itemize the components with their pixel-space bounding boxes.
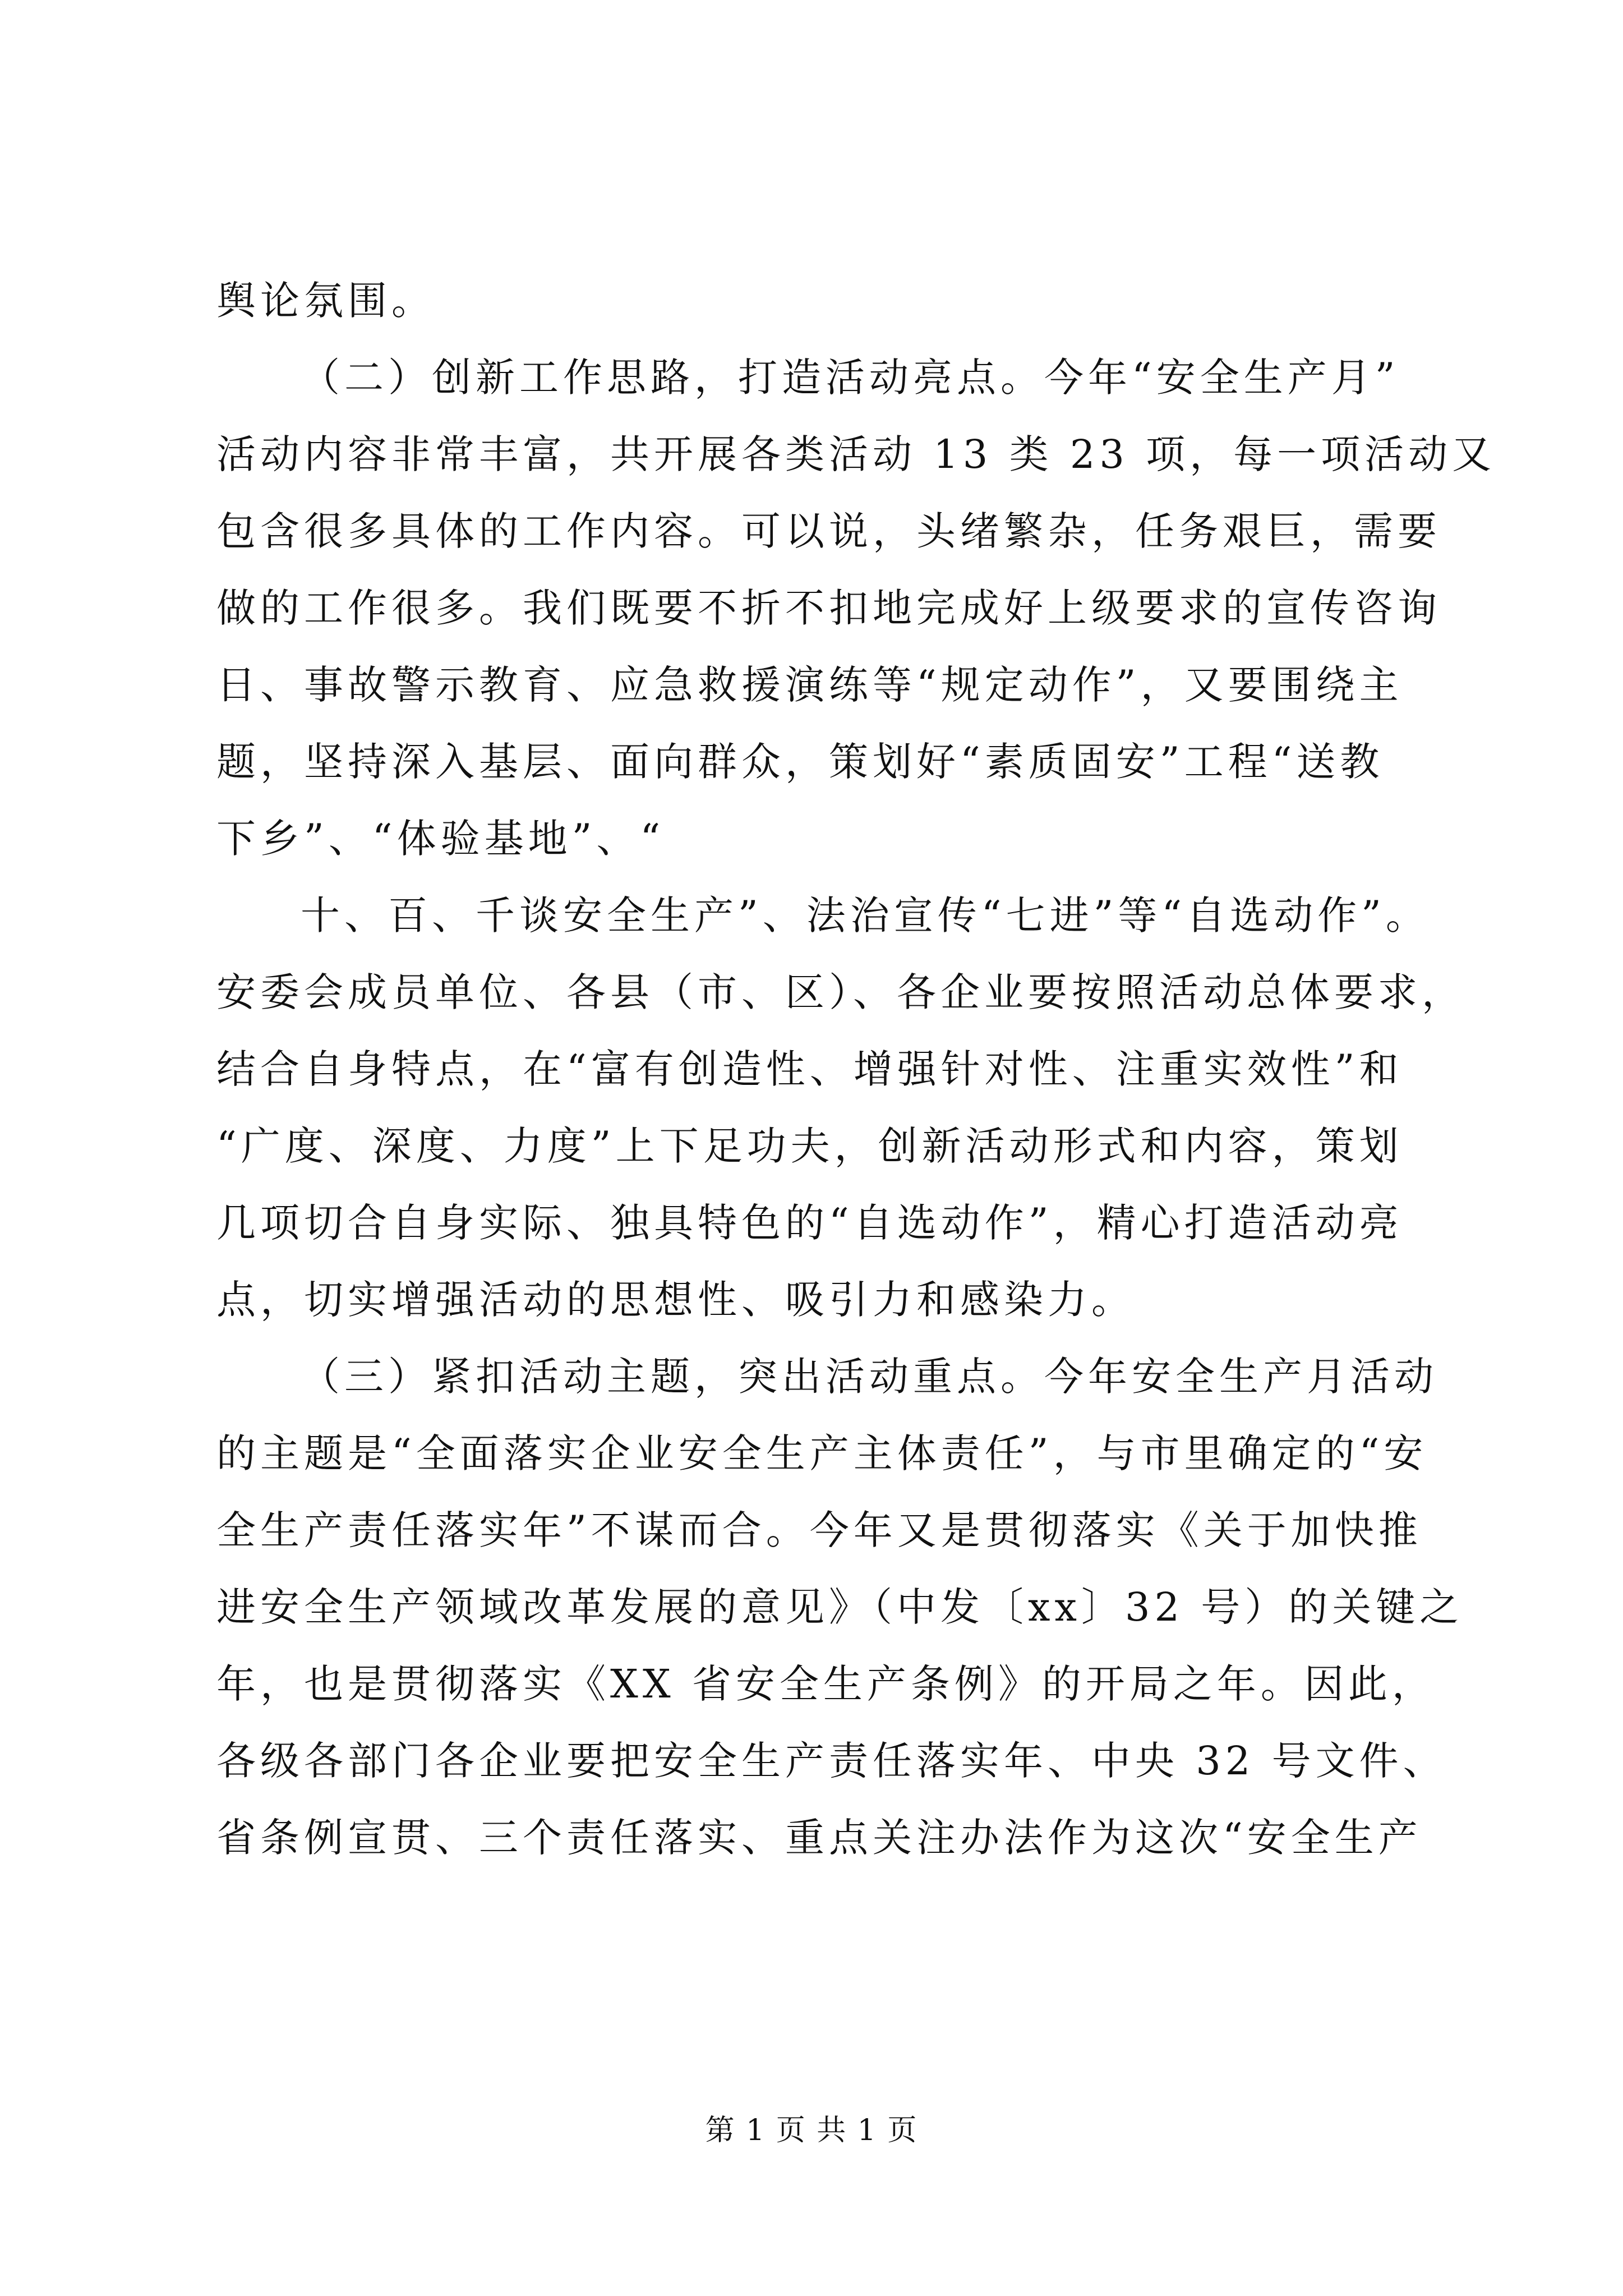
text-line: 活动内容非常丰富，共开展各类活动 13 类 23 项，每一项活动又 xyxy=(216,431,1496,477)
text-line: 年，也是贯彻落实《XX 省安全生产条例》的开局之年。因此， xyxy=(216,1661,1436,1707)
text-line: 全生产责任落实年”不谋而合。今年又是贯彻落实《关于加快推 xyxy=(216,1507,1422,1553)
text-line: 舆论氛围。 xyxy=(216,278,435,324)
paragraph-heading-2: （二）创新工作思路，打造活动亮点。今年“安全生产月” xyxy=(301,355,1400,401)
text-line: 进安全生产领域改革发展的意见》（中发〔xx〕32 号）的关键之 xyxy=(216,1584,1464,1630)
text-line: 日、事故警示教育、应急救援演练等“规定动作”，又要围绕主 xyxy=(216,662,1403,708)
body-text xyxy=(216,263,1496,1876)
text-line: 的主题是“全面落实企业安全生产主体责任”，与市里确定的“安 xyxy=(216,1430,1428,1476)
text-line: 做的工作很多。我们既要不折不扣地完成好上级要求的宣传咨询 xyxy=(216,585,1441,631)
text-line: 各级各部门各企业要把安全生产责任落实年、中央 32 号文件、 xyxy=(216,1738,1447,1784)
text-line: 几项切合自身实际、独具特色的“自选动作”，精心打造活动亮 xyxy=(216,1200,1403,1246)
text-line: 安委会成员单位、各县（市、区）、各企业要按照活动总体要求， xyxy=(216,969,1465,1015)
text-line: “广度、深度、力度”上下足功夫，创新活动形式和内容，策划 xyxy=(216,1123,1403,1169)
paragraph-heading-3: （三）紧扣活动主题，突出活动重点。今年安全生产月活动 xyxy=(301,1354,1438,1400)
page-footer: 第 1 页 共 1 页 xyxy=(705,2114,918,2147)
text-line: 下乡”、“体验基地”、“ xyxy=(216,816,665,862)
text-line: 十、百、千谈安全生产”、法治宣传“七进”等“自选动作”。 xyxy=(301,892,1430,938)
text-line: 点，切实增强活动的思想性、吸引力和感染力。 xyxy=(216,1277,1135,1323)
text-line: 包含很多具体的工作内容。可以说，头绪繁杂，任务艰巨，需要 xyxy=(216,508,1441,554)
text-line: 结合自身特点，在“富有创造性、增强针对性、注重实效性”和 xyxy=(216,1046,1403,1092)
text-line: 省条例宣贯、三个责任落实、重点关注办法作为这次“安全生产 xyxy=(216,1815,1422,1861)
text-line: 题，坚持深入基层、面向群众，策划好“素质固安”工程“送教 xyxy=(216,739,1384,785)
